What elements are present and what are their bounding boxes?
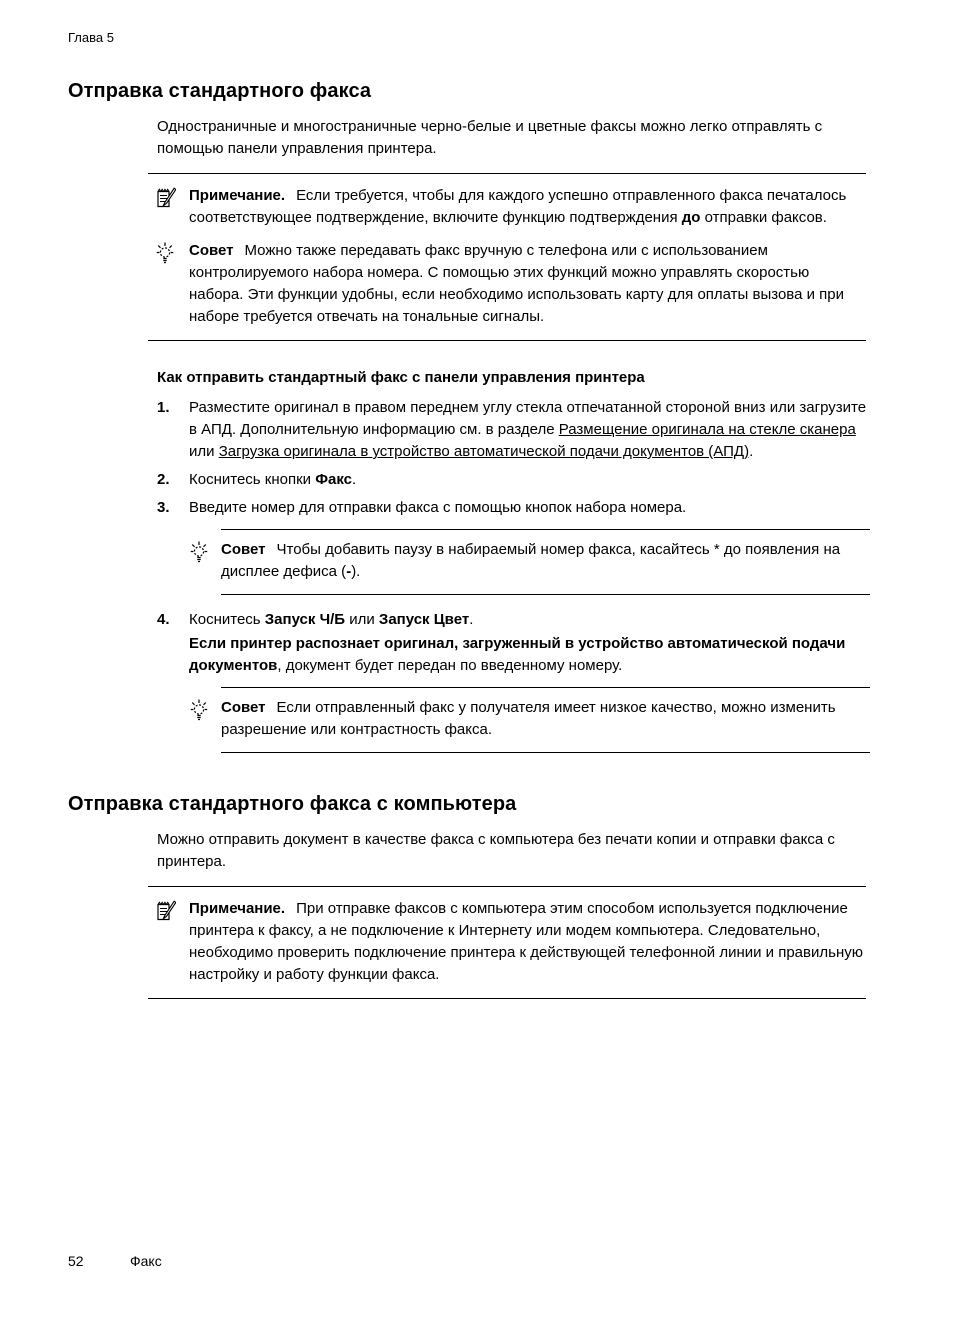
start-bw-button-name: Запуск Ч/Б [264, 611, 346, 628]
step4-para-rest: , документ будет передан по введенному номеру. [277, 657, 623, 674]
tip-bold-dash: - [346, 563, 352, 580]
tip-label: Совет [221, 699, 266, 716]
note-text [189, 898, 866, 986]
fax-button-name: Факс [315, 471, 352, 488]
step3-text: Введите номер для отправки факса с помощью кнопок набора номера. [189, 499, 687, 516]
note-tip-callout-box [148, 173, 866, 341]
step-number: 3. [157, 499, 170, 516]
step4-text-3: . [469, 611, 474, 628]
step-item-2 [157, 469, 870, 491]
page-number: 52 [68, 1253, 84, 1269]
note-body-1: Если требуется, чтобы для каждого успешно отправленного факса печаталось соответствующее подтверждение, включите функцию подтверждения [189, 187, 847, 226]
intro-paragraph: Одностраничные и многостраничные черно-белые и цветные факсы можно легко отправлять с помощью панели управления принтера. [157, 118, 823, 157]
step-text [189, 497, 870, 603]
tip-lightbulb-icon [189, 687, 221, 753]
start-color-button-name: Запуск Цвет [378, 611, 470, 628]
intro-paragraph-2: Можно отправить документ в качестве факса с компьютера без печати копии и отправки факса с принтера. [157, 831, 835, 870]
xref-link-place-original[interactable]: Размещение оригинала на стекле сканера [558, 421, 856, 438]
step-number: 4. [157, 611, 170, 628]
procedure-heading: Как отправить стандартный факс с панели управления принтера [157, 369, 645, 386]
step1-text-3: . [749, 443, 754, 460]
note-callout [155, 185, 866, 229]
section-title-send-fax-computer: Отправка стандартного факса с компьютера [68, 793, 517, 815]
chapter-label: Глава 5 [68, 30, 114, 45]
step-item-3 [157, 497, 870, 603]
footer-section-label: Факс [130, 1253, 162, 1269]
tip-lightbulb-icon [189, 529, 221, 595]
step-text [189, 609, 870, 761]
note-text [189, 185, 866, 229]
step4-bold-para: Если принтер распознает оригинал, загруженный в устройство автоматической подачи документов [189, 635, 846, 674]
tip-body: Если отправленный факс у получателя имеет низкое качество, можно изменить разрешение или контрастность факса. [221, 699, 836, 738]
note-bold-word: до [681, 209, 701, 226]
tip-label: Совет [221, 541, 266, 558]
tip-callout [155, 240, 866, 328]
tip-callout-quality [189, 687, 870, 753]
step-number: 1. [157, 399, 170, 416]
tip-body: Можно также передавать факс вручную с телефона или с использованием контролируемого набора номера. С помощью этих функций можно управлять скоростью набора. Эти функции удобны, если необходимо использовать карту для оплаты вызова и при наборе требуется отвечать на тональные сигналы. [189, 242, 844, 325]
tip-body-1: Чтобы добавить паузу в набираемый номер факса, касайтесь * до появления на дисплее дефиса ( [221, 541, 841, 580]
note-icon [155, 185, 189, 209]
step2-text-1: Коснитесь кнопки [189, 471, 316, 488]
note-label: Примечание. [189, 187, 286, 204]
note-icon [155, 898, 189, 922]
note-body-2: отправки факсов. [700, 209, 827, 226]
xref-link-load-adf[interactable]: Загрузка оригинала в устройство автоматической подачи документов (АПД) [218, 443, 750, 460]
step2-text-2: . [352, 471, 357, 488]
tip-text [221, 529, 870, 595]
step-item-4 [157, 609, 870, 761]
note-callout [155, 898, 866, 986]
step-item-1 [157, 397, 870, 463]
step4-paragraph [189, 633, 870, 677]
step-text [189, 469, 870, 491]
step-list [157, 397, 870, 761]
step-text [189, 397, 870, 463]
step-number: 2. [157, 471, 170, 488]
note-body: При отправке факсов с компьютера этим способом используется подключение принтера к факсу, а не подключение к Интернету или модем компьютера. Следовательно, необходимо проверить подключение принтера к действующей телефонной линии и правильную настройку и работу функции факса. [189, 900, 863, 983]
step4-text-1: Коснитесь [189, 611, 265, 628]
step1-text-2: или [189, 443, 219, 460]
tip-text [221, 687, 870, 753]
step1-text-1: Разместите оригинал в правом переднем углу стекла отпечатанной стороной вниз или загрузите в АПД. Дополнительную информацию см. в разделе [189, 399, 867, 438]
note-label: Примечание. [189, 900, 286, 917]
note-callout-box-2 [148, 886, 866, 999]
tip-body-2: ). [351, 563, 361, 580]
page-footer [68, 1253, 162, 1270]
step4-text-2: или [345, 611, 379, 628]
tip-lightbulb-icon [155, 240, 189, 265]
step4-line [189, 609, 870, 631]
tip-label: Совет [189, 242, 234, 259]
tip-text [189, 240, 866, 328]
tip-callout-pause [189, 529, 870, 595]
section-title-send-fax: Отправка стандартного факса [68, 80, 372, 102]
